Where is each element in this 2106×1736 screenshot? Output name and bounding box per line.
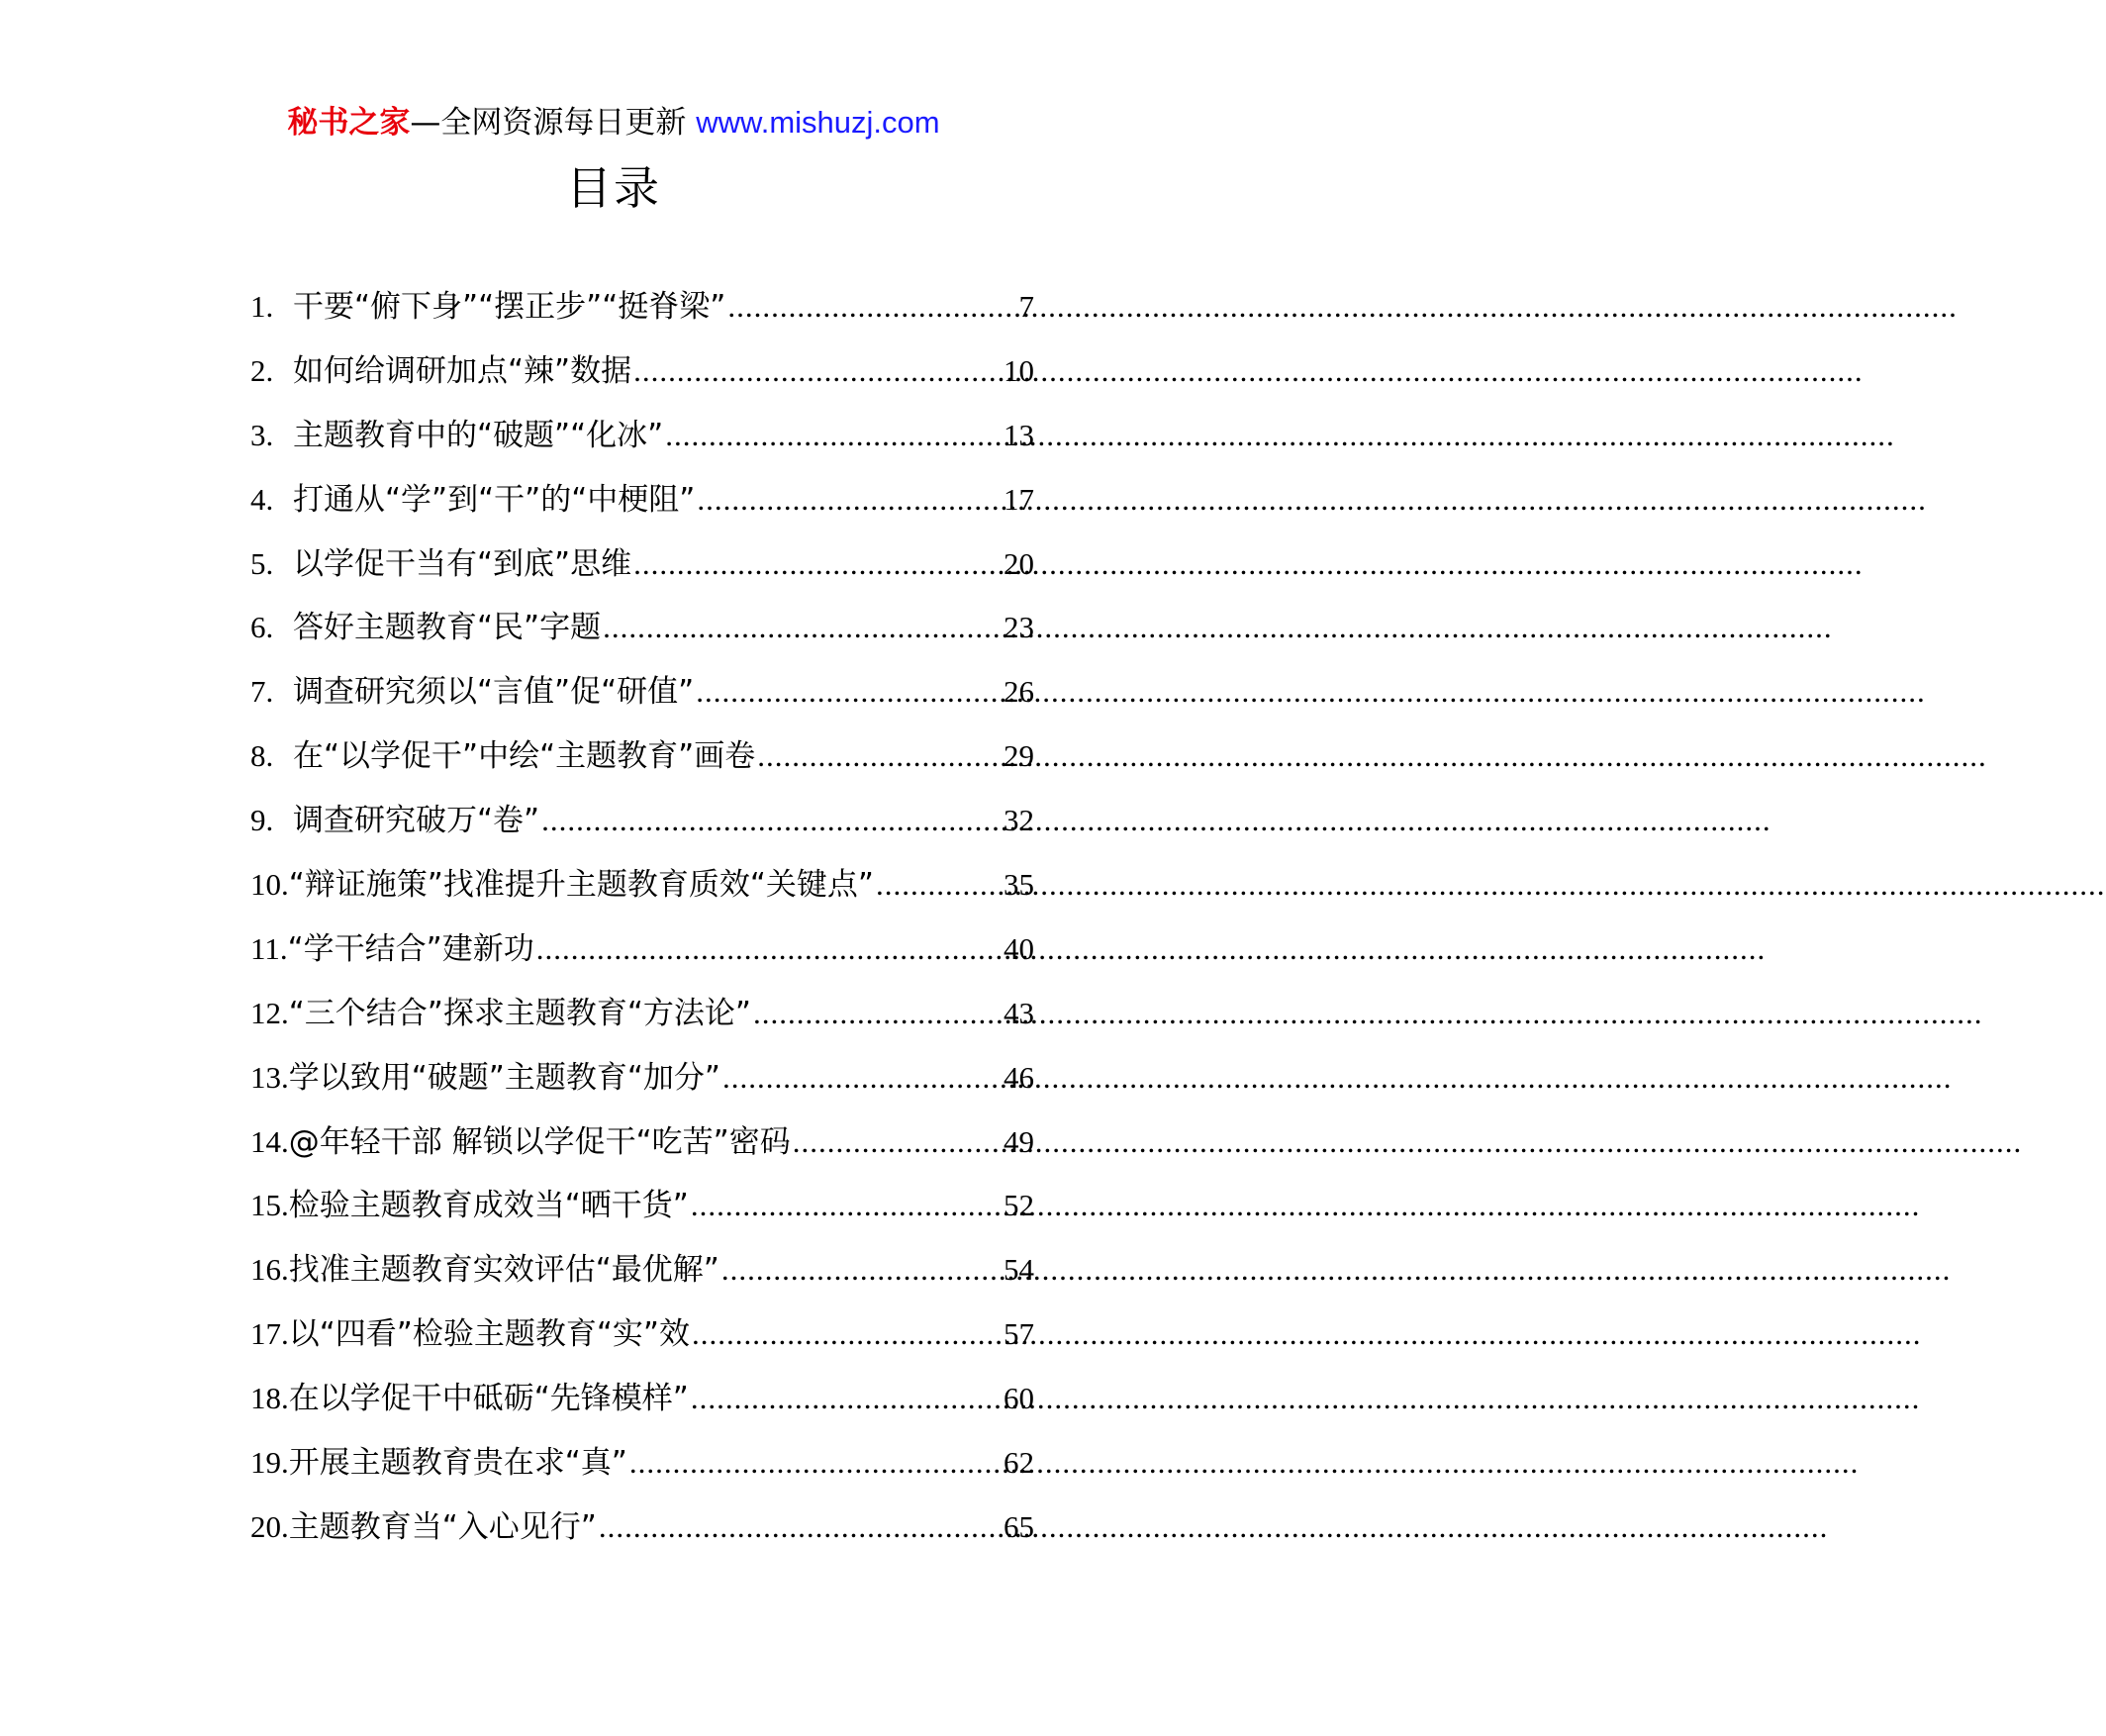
toc-entry[interactable] [250,1120,1034,1185]
toc-entry-page: 65 [1004,1508,1034,1544]
toc-entry-page: 35 [1004,867,1034,903]
table-of-contents [250,285,1034,1570]
toc-entry-title: 如何给调研加点“辣”数据 [293,352,632,389]
toc-dot-leader [722,1056,1002,1100]
toc-entry-number: 16. [250,1252,289,1288]
toc-dot-leader [691,1377,1002,1420]
toc-entry-number: 4. [250,481,274,517]
toc-entry[interactable] [250,1441,1034,1505]
toc-dot-leader [633,349,1002,393]
toc-entry[interactable] [250,1312,1034,1377]
toc-entry-title: 以“四看”检验主题教育“实”效 [288,1316,690,1353]
toc-entry-page: 49 [1004,1123,1034,1159]
toc-entry-number: 6. [250,610,274,645]
toc-entry-title: 在“以学促干”中绘“主题教育”画卷 [293,738,756,775]
toc-entry-page: 23 [1004,610,1034,645]
toc-entry-number: 18. [250,1381,289,1416]
toc-entry-page: 29 [1004,738,1034,774]
toc-entry-number: 1. [250,289,274,324]
toc-entry[interactable] [250,349,1034,414]
site-url-link[interactable]: www.mishuzj.com [696,105,940,140]
toc-entry-number: 13. [250,1059,289,1095]
toc-entry-title: 学以致用“破题”主题教育“加分” [288,1059,720,1096]
toc-dot-leader [876,863,1002,907]
toc-entry[interactable] [250,606,1034,670]
toc-entry[interactable] [250,414,1034,478]
toc-entry-title: 调查研究须以“言值”促“研值” [293,674,695,711]
toc-dot-leader [793,1120,1002,1164]
toc-dot-leader [757,734,1002,778]
toc-entry[interactable] [250,542,1034,607]
toc-entry[interactable] [250,992,1034,1056]
toc-entry-number: 11. [250,930,288,966]
toc-dot-leader [696,670,1002,714]
toc-entry-number: 12. [250,995,289,1030]
toc-entry-title: 检验主题教育成效当“晒干货” [288,1188,689,1224]
toc-entry-title: “辩证施策”找准提升主题教育质效“关键点” [288,867,874,904]
toc-entry[interactable] [250,1377,1034,1441]
toc-entry-page: 62 [1004,1445,1034,1481]
toc-entry-page: 26 [1004,674,1034,710]
toc-entry[interactable] [250,285,1034,349]
toc-dot-leader [692,1312,1002,1356]
toc-entry-page: 10 [1004,352,1034,388]
toc-entry-title: @年轻干部 解锁以学促干“吃苦”密码 [288,1123,791,1160]
toc-entry-number: 2. [250,352,274,388]
toc-dot-leader [727,285,1016,329]
toc-entry-number: 5. [250,545,274,581]
toc-entry-page: 20 [1004,545,1034,581]
toc-entry-title: 调查研究破万“卷” [293,803,540,839]
toc-entry-title: 开展主题教育贵在求“真” [288,1445,627,1482]
toc-entry-title: 主题教育当“入心见行” [288,1508,597,1545]
toc-entry-title: 以学促干当有“到底”思维 [293,545,632,582]
toc-entry-number: 14. [250,1123,289,1159]
toc-entry[interactable] [250,1056,1034,1120]
toc-entry-page: 46 [1004,1059,1034,1095]
toc-entry-page: 7 [1018,289,1034,324]
toc-entry-title: 在以学促干中砥砺“先锋模样” [288,1381,689,1417]
toc-dot-leader [697,478,1002,522]
toc-entry[interactable] [250,734,1034,799]
toc-dot-leader [633,542,1002,586]
toc-entry-page: 60 [1004,1381,1034,1416]
toc-entry-number: 8. [250,738,274,774]
toc-entry-number: 20. [250,1508,289,1544]
toc-entry[interactable] [250,478,1034,542]
toc-entry-number: 10. [250,867,289,903]
toc-entry-title: “学干结合”建新功 [287,930,534,967]
toc-entry[interactable] [250,799,1034,863]
toc-entry-page: 52 [1004,1188,1034,1223]
toc-entry[interactable] [250,1248,1034,1312]
toc-dot-leader [691,1184,1002,1227]
toc-entry-page: 57 [1004,1316,1034,1352]
toc-entry[interactable] [250,863,1034,927]
toc-dot-leader [665,414,1002,457]
toc-entry-title: 主题教育中的“破题”“化冰” [293,417,664,453]
toc-entry-number: 17. [250,1316,289,1352]
toc-entry-number: 9. [250,803,274,838]
page-title: 目录 [566,161,661,215]
toc-dot-leader [603,606,1002,649]
toc-dot-leader [629,1441,1002,1485]
toc-entry-number: 15. [250,1188,289,1223]
toc-dot-leader [753,992,1002,1035]
toc-entry-title: 找准主题教育实效评估“最优解” [288,1252,719,1289]
toc-entry-number: 3. [250,417,274,452]
toc-entry-page: 54 [1004,1252,1034,1288]
toc-entry-page: 40 [1004,930,1034,966]
toc-dot-leader [541,799,1002,842]
toc-entry[interactable] [250,670,1034,734]
toc-entry[interactable] [250,1184,1034,1248]
toc-entry-title: 干要“俯下身”“摆正步”“挺脊梁” [293,289,726,325]
toc-entry-page: 32 [1004,803,1034,838]
toc-entry-title: “三个结合”探求主题教育“方法论” [288,995,751,1031]
site-brand: 秘书之家 [287,105,411,141]
site-watermark-header [0,99,1227,146]
site-tagline: —全网资源每日更新 [410,105,697,141]
toc-entry-title: 答好主题教育“民”字题 [293,610,602,646]
toc-entry-number: 19. [250,1445,289,1481]
toc-entry[interactable] [250,1505,1034,1570]
toc-entry-page: 43 [1004,995,1034,1030]
toc-dot-leader [536,927,1002,971]
toc-entry-title: 打通从“学”到“干”的“中梗阻” [293,481,696,518]
toc-entry-page: 13 [1004,417,1034,452]
toc-dot-leader [599,1505,1002,1549]
toc-dot-leader [721,1248,1002,1292]
toc-entry-number: 7. [250,674,274,710]
toc-entry-page: 17 [1004,481,1034,517]
toc-entry[interactable] [250,927,1034,992]
